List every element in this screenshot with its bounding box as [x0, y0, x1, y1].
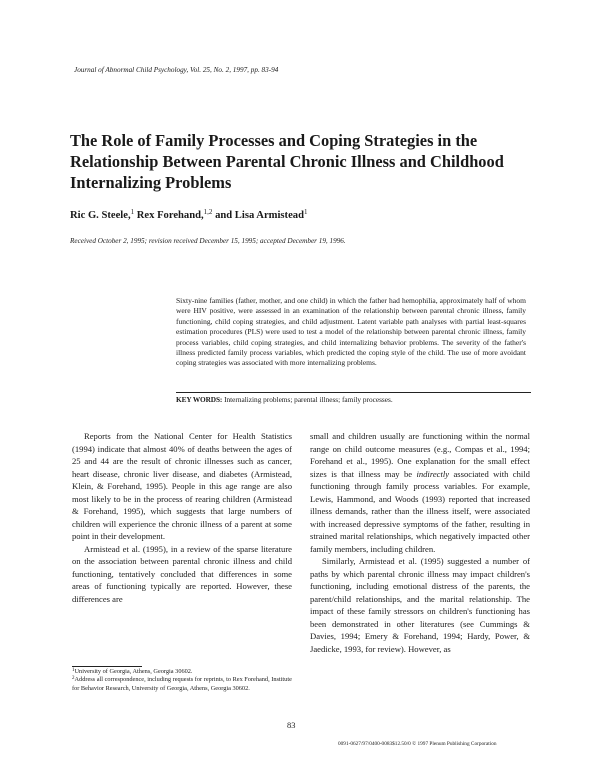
footnote: [72, 676, 294, 693]
received-dates: Received October 2, 1995; revision received December 15, 1995; accepted December 19, 1996.: [70, 237, 346, 245]
footnote: [72, 668, 294, 676]
author-name: and Lisa Armistead: [215, 210, 304, 221]
paper-title: The Role of Family Processes and Coping Strategies in the Relationship Between Parental Chronic Illness and Childhood Internalizing Problems: [70, 131, 504, 192]
keywords: [176, 395, 536, 404]
body-column-right: [310, 430, 530, 655]
keywords-label: KEY WORDS:: [176, 395, 223, 404]
footnote-rule: [72, 666, 142, 667]
body-paragraph: Similarly, Armistead et al. (1995) suggested a number of paths by which parental chronic illness may impact children's functioning, including emotional distress of the parents, the parent/child relationships, and the marital relationship. The impact of these family stressors on children's functioning has been demonstrated in other literatures (see Cummings & Davies, 1994; Emery & Forehand, 1994; Hardy, Power, & Jaedicke, 1993, for review). However, as: [310, 556, 530, 654]
keywords-rule: [176, 392, 531, 393]
footnote-mark: 2: [72, 676, 75, 682]
footnote-mark: 1: [72, 668, 75, 673]
emphasis-text: indirectly: [416, 468, 450, 479]
footnote-text: Address all correspondence, including requests for reprints, to Rex Forehand, Institute for Behavior Research, University of Georgia, Athens, Georgia 30602.: [72, 676, 292, 692]
keywords-text: Internalizing problems; parental illness; family processes.: [224, 395, 393, 404]
author-affiliation-mark: 1: [130, 208, 135, 216]
author-name: Rex Forehand,: [136, 210, 204, 221]
author-affiliation-mark: 1: [303, 208, 308, 216]
body-paragraph: Armistead et al. (1995), in a review of the sparse literature on the association between parental chronic illness and child functioning, tentatively concluded that differences in some areas of functioning typically are reported. However, these differences are: [72, 543, 292, 604]
body-column-left: [72, 430, 292, 605]
author-list: [70, 210, 307, 221]
journal-citation: Journal of Abnormal Child Psychology, Vol. 25, No. 2, 1997, pp. 83-94: [74, 66, 279, 74]
page-number: 83: [287, 721, 296, 730]
copyright-line: 0091-0627/97/0400-0083$12.50/0 © 1997 Plenum Publishing Corporation: [338, 741, 497, 747]
footnote-text: University of Georgia, Athens, Georgia 30602.: [74, 668, 193, 675]
body-paragraph: [310, 430, 530, 555]
author-name: Ric G. Steele,: [70, 210, 131, 221]
abstract: Sixty-nine families (father, mother, and one child) in which the father had hemophilia, approximately half of whom were HIV positive, were assessed in an examination of the relationship between parental chronic illness, family functioning, child coping strategies, and child adjustment. Latent variable path analyses with partial least-squares estimation procedures (PLS) were used to test a model of the relationship between parental chronic illness, family process variables, child coping strategies, and child internalizing behavior problems. The severity of the father's illness predicted family process variables, which predicted the coping style of the child. The use of more avoidant coping strategies was associated with more internalizing problems.: [176, 296, 526, 368]
body-paragraph: Reports from the National Center for Health Statistics (1994) indicate that almost 40% of deaths between the ages of 25 and 44 are the result of chronic illnesses such as cancer, heart disease, chronic liver disease, and diabetes (Armistead, Klein, & Forehand, 1995). People in this age range are also most likely to be in the process of rearing children (Armistead & Forehand, 1995), which suggests that large numbers of children will experience the chronic illness of a parent at some point in their development.: [72, 431, 292, 541]
body-text: associated with child functioning through family process variables. For example, Lewis, Hammond, and Woods (1993) reported that increased illness demands, rather than the illness itself, were associated with increased depressive symptoms of the father, resulting in strained marital relationships, which negatively impacted other family members, including children.: [310, 468, 530, 554]
footnotes: [72, 668, 294, 693]
body-text: small and children usually are functioning within the normal range on child outcome measures (e.g., Compas et al., 1994; Forehand et al., 1995). One explanation for the small effect sizes is that illness may be: [310, 431, 530, 479]
author-affiliation-mark: 1,2: [203, 208, 213, 216]
